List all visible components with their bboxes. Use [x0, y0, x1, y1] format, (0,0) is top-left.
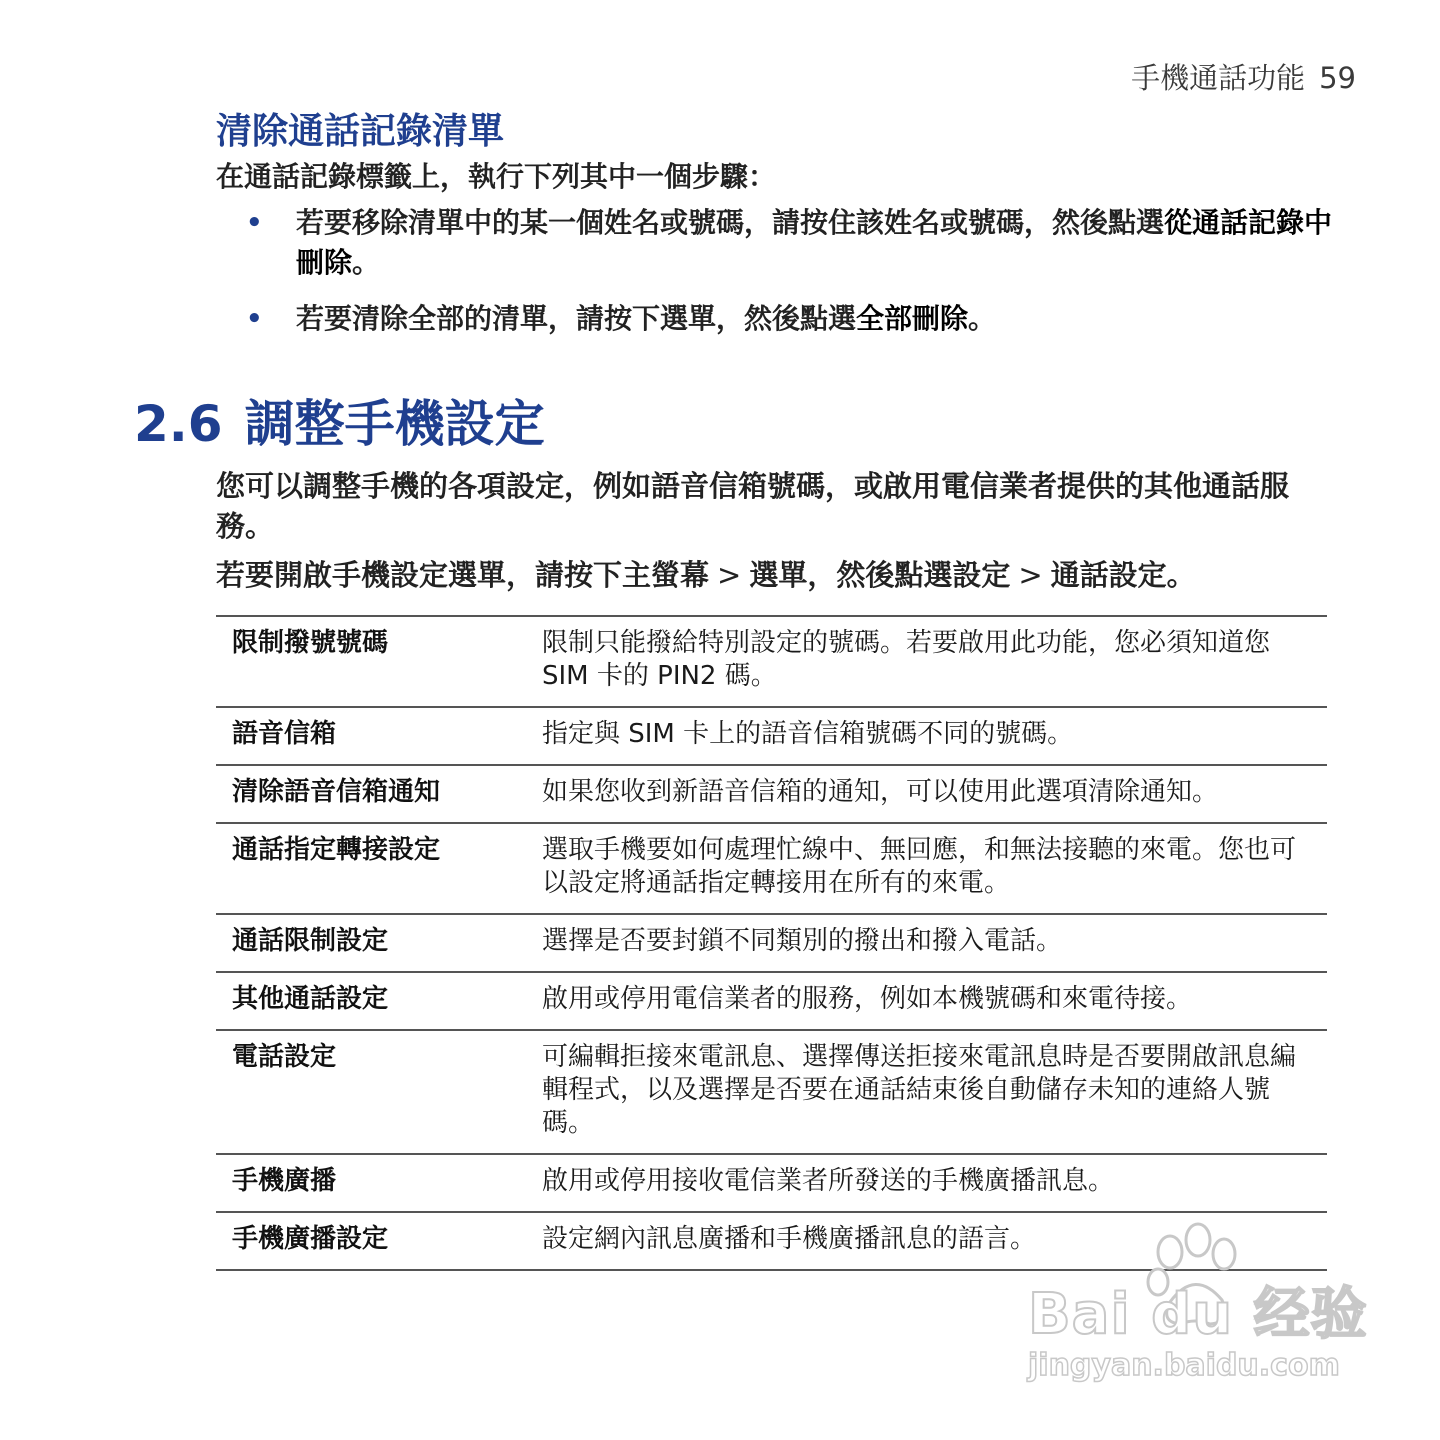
setting-description: 選擇是否要封鎖不同類別的撥出和撥入電話。 [542, 926, 1063, 956]
bullet-text: 若要清除全部的清單，請按下選單，然後點選 [296, 302, 857, 335]
setting-description: 可編輯拒接來電訊息、選擇傳送拒接來電訊息時是否要開啟訊息編輯程式，以及選擇是否要在通話結束後自動儲存未知的連絡人號碼。 [542, 1042, 1297, 1138]
table-row [216, 1155, 1327, 1213]
instruction-part-3: 通話設定。 [1050, 558, 1196, 592]
bullet-emphasis: 從通話記錄中刪除 [296, 206, 1333, 279]
bullet-dot-icon: • [246, 304, 263, 334]
setting-description: 限制只能撥給特別設定的號碼。若要啟用此功能，您必須知道您 SIM 卡的 PIN2 碼。 [542, 628, 1271, 691]
table-row [216, 1031, 1327, 1155]
setting-name: 通話指定轉接設定 [232, 835, 441, 865]
setting-name: 通話限制設定 [232, 926, 389, 956]
bullet-list [246, 203, 1336, 339]
setting-name: 清除語音信箱通知 [232, 777, 441, 807]
setting-name: 手機廣播設定 [232, 1224, 389, 1254]
page-number: 59 [1319, 61, 1356, 95]
section-title-clear-call-history: 清除通話記錄清單 [216, 111, 505, 152]
instruction-part-2: 選單，然後點選設定 [749, 558, 1011, 592]
table-row [216, 915, 1327, 973]
chapter-number: 2.6 [134, 395, 223, 453]
setting-description: 選取手機要如何處理忙線中、無回應，和無法接聽的來電。您也可以設定將通話指定轉接用在所有的來電。 [542, 835, 1297, 898]
chapter-title: 調整手機設定 [244, 395, 545, 453]
table-row [216, 708, 1327, 766]
setting-description: 指定與 SIM 卡上的語音信箱號碼不同的號碼。 [542, 719, 1074, 749]
instruction-part-1: 若要開啟手機設定選單，請按下主螢幕 [216, 558, 710, 592]
bullet-remove-entry [246, 203, 1336, 283]
path-separator: > [717, 558, 742, 592]
setting-name: 其他通話設定 [232, 984, 389, 1014]
table-row [216, 617, 1327, 708]
chapter-heading [134, 384, 545, 456]
table-row [216, 766, 1327, 824]
watermark-url: jingyan.baidu.com [1028, 1348, 1340, 1383]
setting-description: 如果您收到新語音信箱的通知，可以使用此選項清除通知。 [542, 777, 1219, 807]
bullet-clear-all [246, 299, 1336, 339]
setting-description: 啟用或停用電信業者的服務，例如本機號碼和來電待接。 [542, 984, 1193, 1014]
settings-table [216, 615, 1327, 1271]
setting-description: 設定網內訊息廣播和手機廣播訊息的語言。 [542, 1224, 1037, 1254]
chapter-intro-paragraph: 您可以調整手機的各項設定，例如語音信箱號碼，或啟用電信業者提供的其他通話服務。 [216, 469, 1290, 543]
setting-name: 語音信箱 [232, 719, 337, 749]
setting-description: 啟用或停用接收電信業者所發送的手機廣播訊息。 [542, 1166, 1115, 1196]
bullet-end: 。 [352, 246, 381, 279]
table-row [216, 824, 1327, 915]
setting-name: 手機廣播 [232, 1166, 337, 1196]
bullet-dot-icon: • [246, 208, 263, 238]
open-settings-instruction [216, 555, 1336, 595]
setting-name: 電話設定 [232, 1042, 337, 1072]
section-intro: 在通話記錄標籤上，執行下列其中一個步驟： [216, 160, 777, 193]
bullet-end: 。 [968, 302, 997, 335]
watermark-brand: Bai du 经验 [1028, 1282, 1368, 1347]
running-header [1131, 56, 1356, 97]
path-separator: > [1018, 558, 1043, 592]
chapter-running-title: 手機通話功能 [1131, 61, 1306, 95]
table-row [216, 973, 1327, 1031]
bullet-emphasis: 全部刪除 [856, 302, 969, 335]
setting-name: 限制撥號號碼 [232, 628, 389, 658]
bullet-text: 若要移除清單中的某一個姓名或號碼，請按住該姓名或號碼，然後點選 [296, 206, 1165, 239]
watermark [1022, 1222, 1368, 1392]
